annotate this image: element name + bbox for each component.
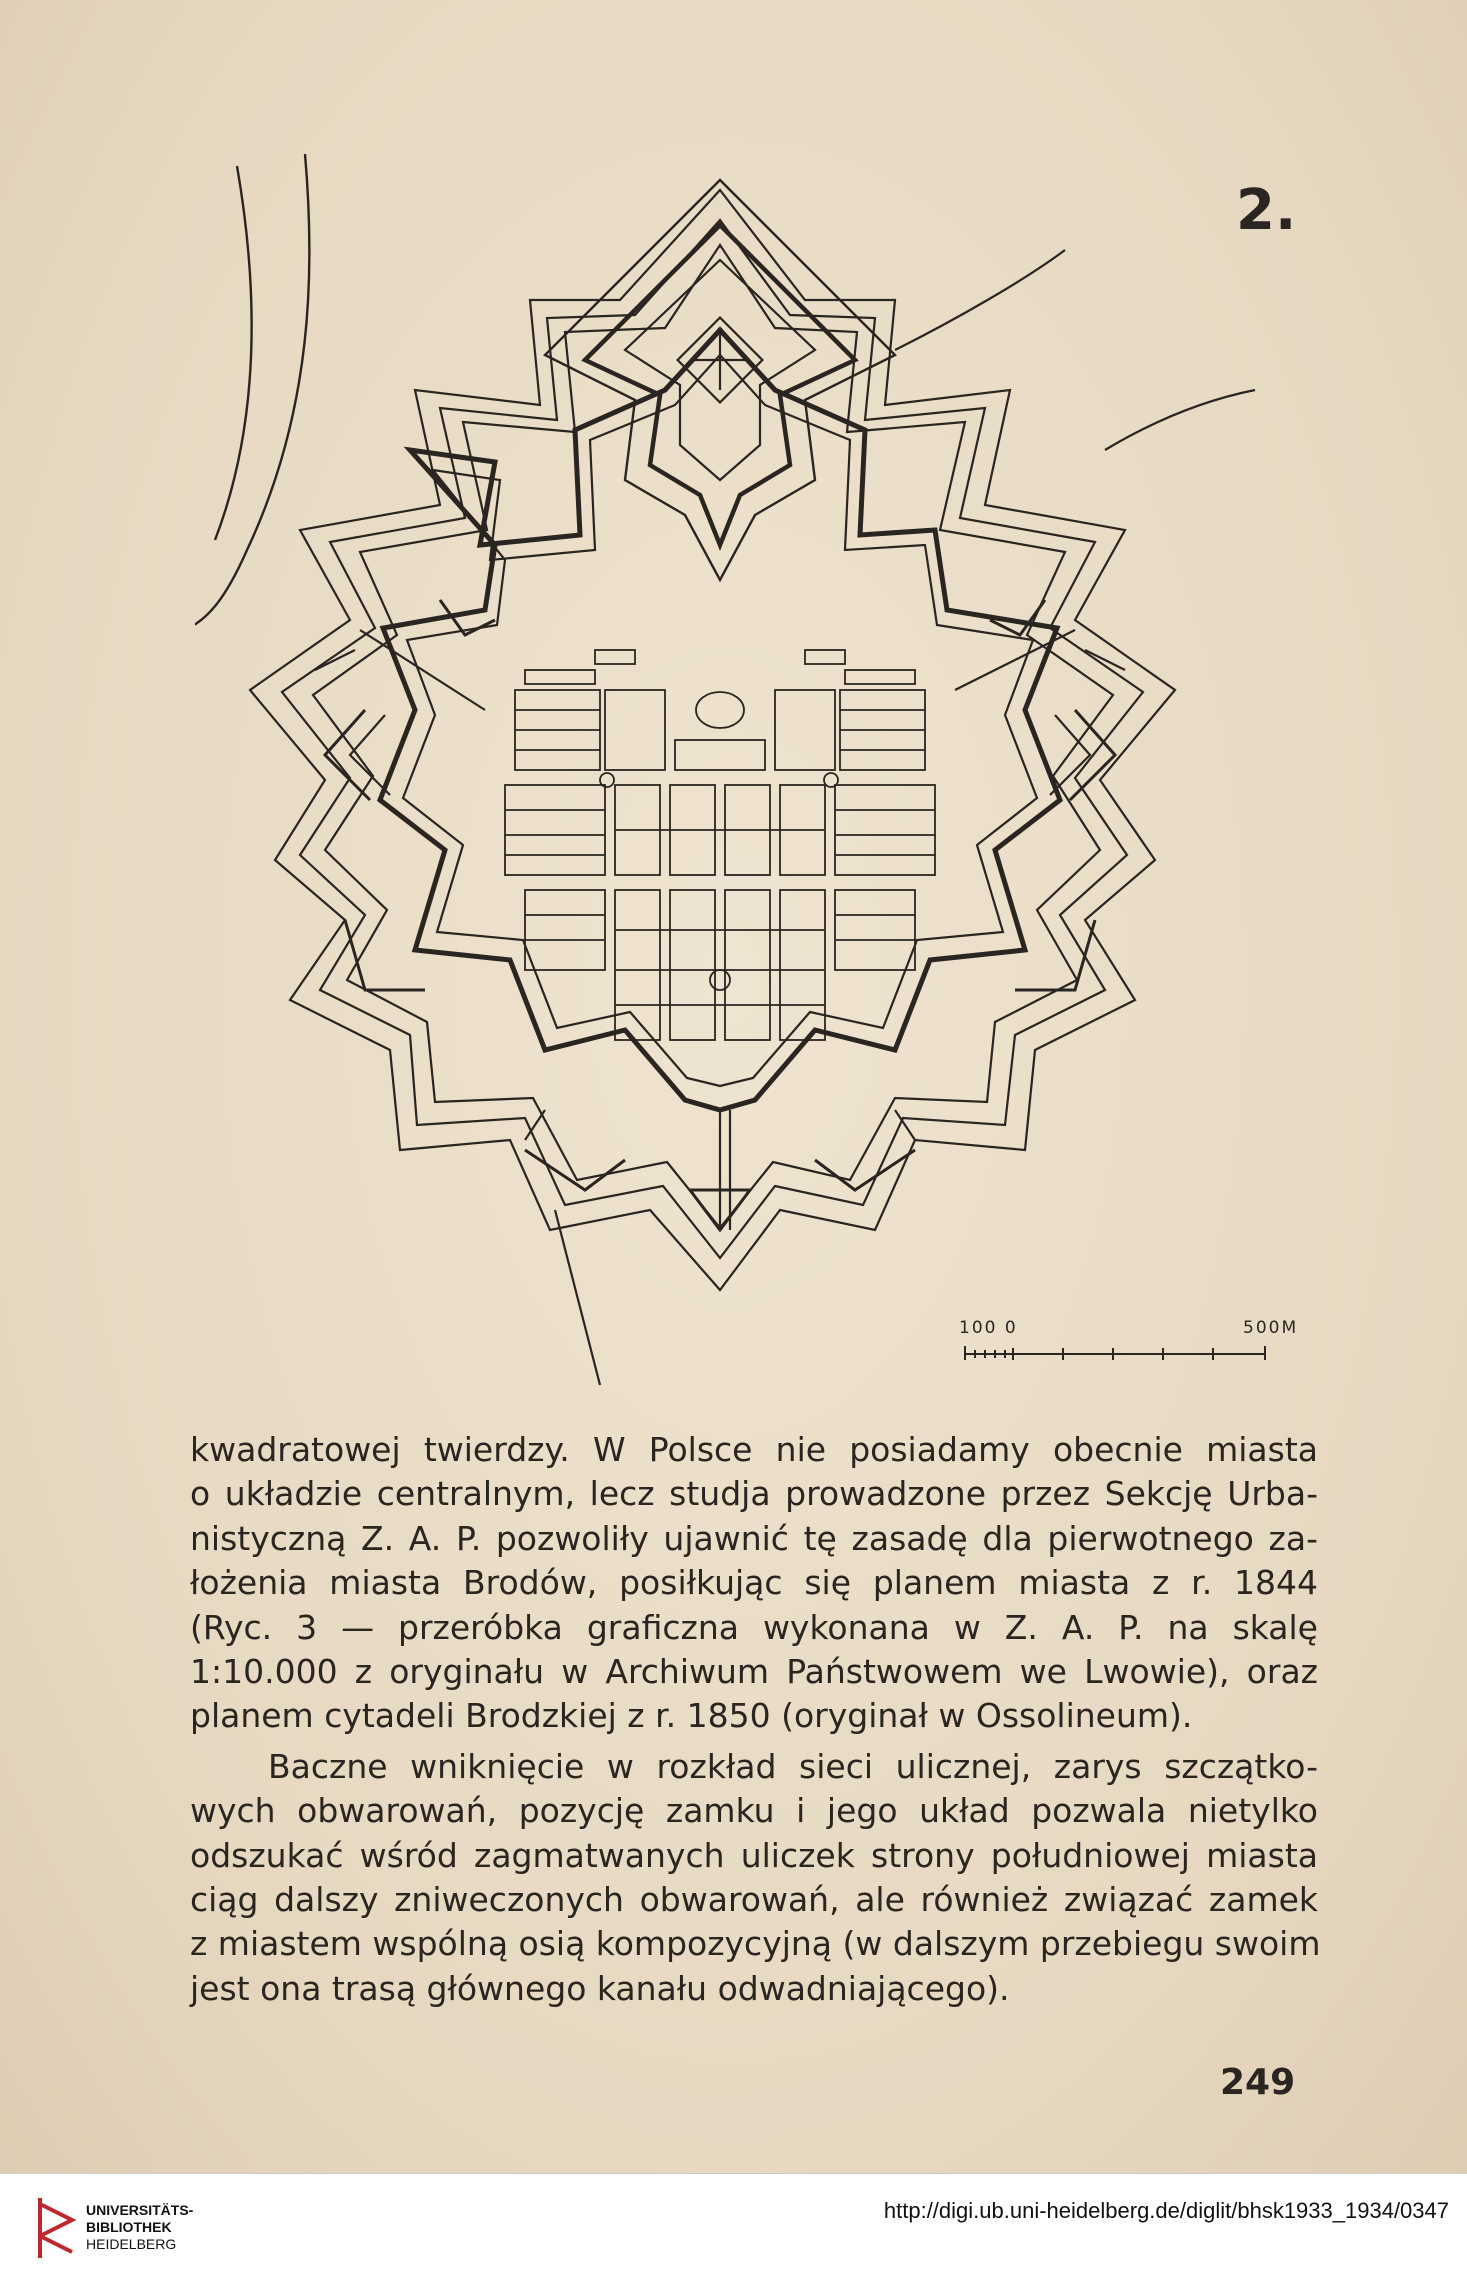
library-name-line: BIBLIOTHEK: [86, 2219, 172, 2235]
footer-bar: [0, 2173, 1467, 2281]
text-line: wych obwarowań, pozycję zamku i jego układ pozwala nietylko: [190, 1791, 1318, 1831]
library-name-line: UNIVERSITÄTS-: [86, 2202, 194, 2218]
paragraph-2: [190, 1745, 1321, 2011]
source-url-link[interactable]: http://digi.ub.uni-heidelberg.de/diglit/bhsk1933_1934/0347: [883, 2198, 1449, 2223]
scale-label-right: 500M: [1243, 1318, 1299, 1338]
page-number: 249: [1220, 2062, 1296, 2103]
ub-heidelberg-logo-icon: [34, 2194, 80, 2262]
text-line: z miastem wspólną osią kompozycyjną (w dalszym przebiegu swoim: [190, 1924, 1321, 1964]
text-line: planem cytadeli Brodzkiej z r. 1850 (oryginał w Ossolineum).: [190, 1696, 1193, 1736]
library-name: [86, 2202, 193, 2253]
paragraph-1: [190, 1428, 1318, 1739]
text-line: odszukać wśród zagmatwanych uliczek strony południowej miasta: [190, 1835, 1318, 1875]
library-name-line: HEIDELBERG: [86, 2236, 177, 2252]
scale-bar-graphic: [955, 1340, 1305, 1380]
text-line: Baczne wniknięcie w rozkład sieci ulicznej, zarys szczątko-: [268, 1746, 1318, 1786]
fortress-plan-illustration: [195, 150, 1295, 1390]
text-line: łożenia miasta Brodów, posiłkując się planem miasta z r. 1844: [190, 1563, 1318, 1603]
text-line: nistyczną Z. A. P. pozwoliły ujawnić tę zasadę dla pierwotnego za-: [190, 1518, 1318, 1558]
text-line: o układzie centralnym, lecz studja prowadzone przez Sekcję Urba-: [190, 1474, 1318, 1514]
scale-label-left: 100 0: [959, 1318, 1018, 1338]
scale-bar: [955, 1318, 1305, 1378]
text-line: kwadratowej twierdzy. W Polsce nie posiadamy obecnie miasta: [190, 1430, 1318, 1469]
figure-number: 2.: [1236, 178, 1297, 243]
text-line: (Ryc. 3 — przeróbka graficzna wykonana w Z. A. P. na skalę: [190, 1607, 1318, 1647]
text-line: ciąg dalszy zniweczonych obwarowań, ale również związać zamek: [190, 1880, 1318, 1920]
text-line: 1:10.000 z oryginału w Archiwum Państwowem we Lwowie), oraz: [190, 1652, 1318, 1692]
body-text: [190, 1428, 1321, 2011]
text-line: jest ona trasą głównego kanału odwadniającego).: [190, 1968, 1010, 2008]
